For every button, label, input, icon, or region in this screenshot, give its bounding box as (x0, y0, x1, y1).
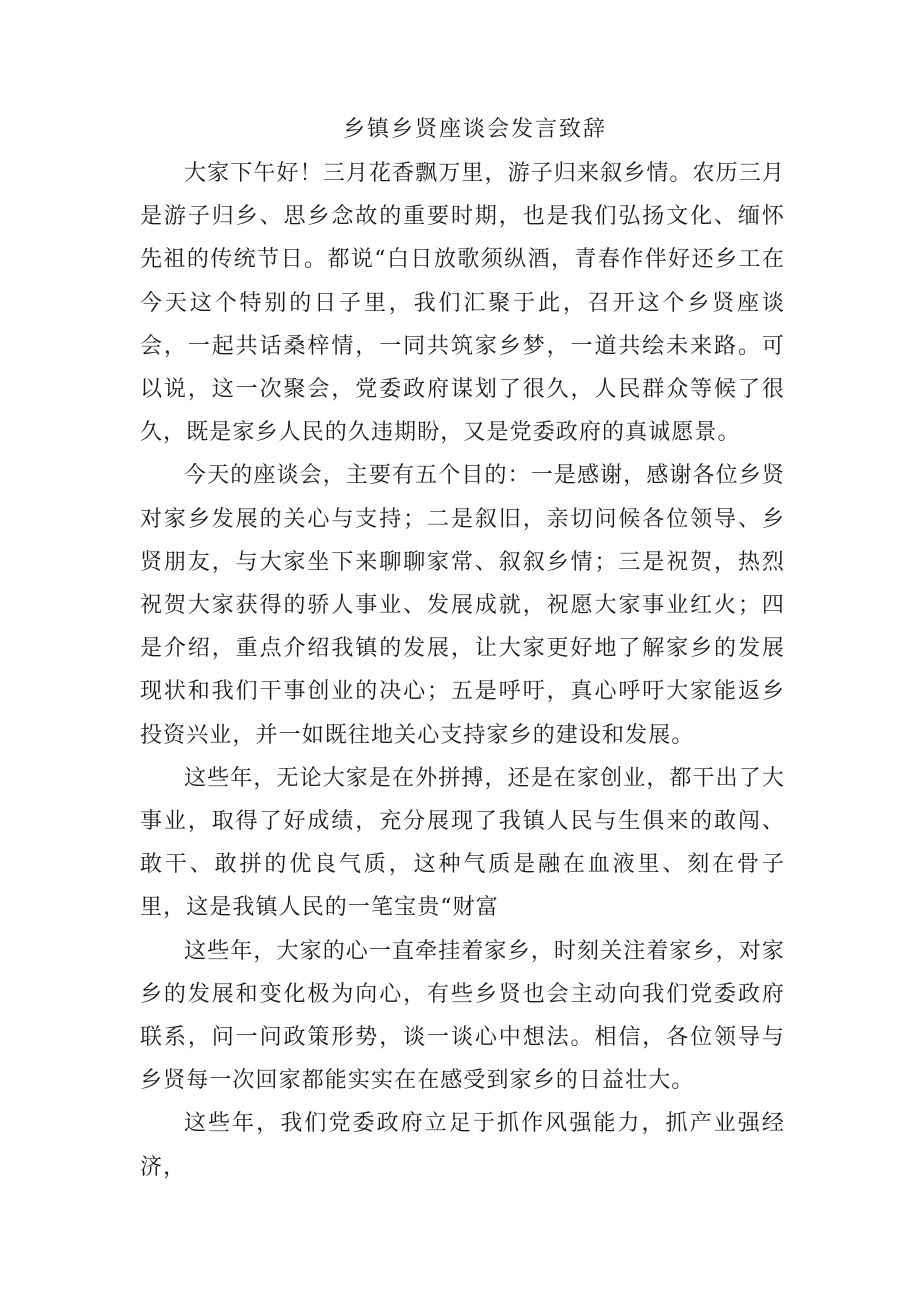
paragraph-achievements: 这些年，无论大家是在外拼搏，还是在家创业，都干出了大事业，取得了好成绩，充分展现了我镇人民与生俱来的敢闯、敢干、敢拼的优良气质，这种气质是融在血液里、刻在骨子里，这是我镇人民的一笔宝贵“财富 (140, 765, 785, 921)
paragraph-hometown-care: 这些年，大家的心一直牵挂着家乡，时刻关注着家乡，对家乡的发展和变化极为向心，有些乡贤也会主动向我们党委政府联系，问一问政策形势，谈一谈心中想法。相信，各位领导与乡贤每一次回家都能实实在在感受到家乡的日益壮大。 (140, 938, 785, 1094)
document-title: 乡镇乡贤座谈会发言致辞 (342, 117, 607, 142)
paragraph-purposes: 今天的座谈会，主要有五个目的：一是感谢，感谢各位乡贤对家乡发展的关心与支持；二是叙旧，亲切问候各位领导、乡贤朋友，与大家坐下来聊聊家常、叙叙乡情；三是祝贺，热烈祝贺大家获得的骄人事业、发展成就，祝愿大家事业红火；四是介绍，重点介绍我镇的发展，让大家更好地了解家乡的发展现状和我们干事创业的决心；五是呼吁，真心呼吁大家能返乡投资兴业，并一如既往地关心支持家乡的建设和发展。 (140, 463, 785, 748)
paragraph-government-work: 这些年，我们党委政府立足于抓作风强能力，抓产业强经济， (140, 1111, 785, 1180)
paragraph-greeting: 大家下午好！三月花香飘万里，游子归来叙乡情。农历三月是游子归乡、思乡念故的重要时期，也是我们弘扬文化、缅怀先祖的传统节日。都说“白日放歌须纵酒，青春作伴好还乡工在今天这个特别的日子里，我们汇聚于此，召开这个乡贤座谈会，一起共话桑梓情，一同共筑家乡梦，一道共绘未来路。可以说，这一次聚会，党委政府谋划了很久，人民群众等候了很久，既是家乡人民的久违期盼，又是党委政府的真诚愿景。 (140, 161, 785, 446)
document-page (140, 110, 785, 1189)
